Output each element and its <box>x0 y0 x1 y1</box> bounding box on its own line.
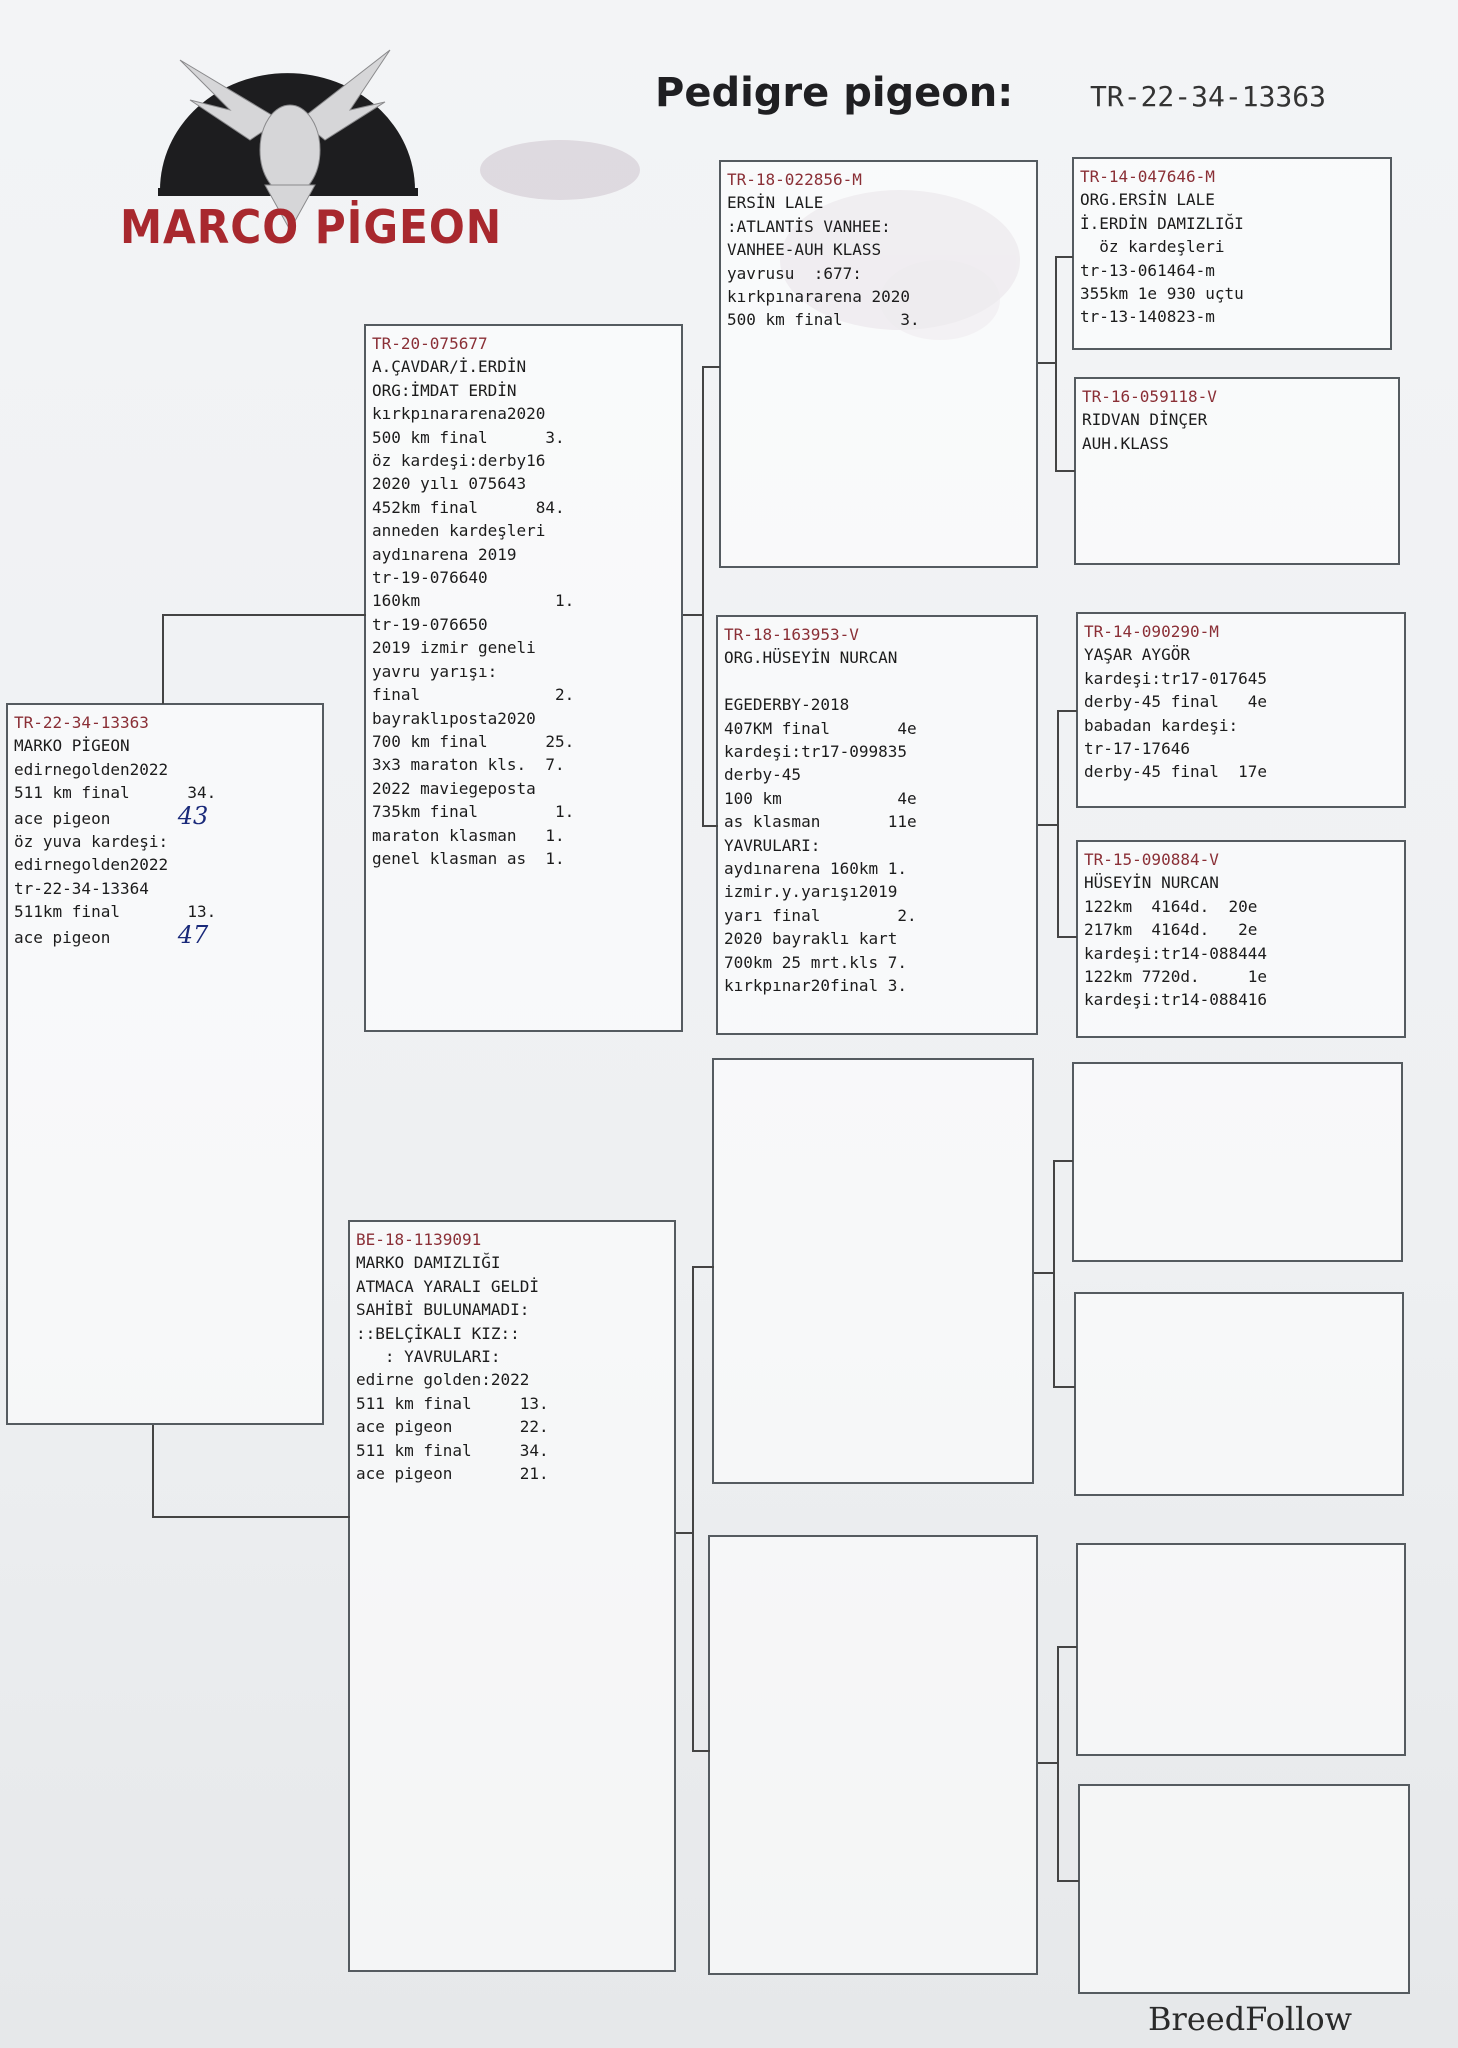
card-line: final 2. <box>372 685 575 705</box>
footer-brand: BreedFollow <box>1148 2000 1353 2038</box>
connector-line <box>1057 1646 1077 1648</box>
card-line: edirne golden:2022 <box>356 1370 530 1390</box>
connector-line <box>1038 824 1058 826</box>
sire-dam-lines <box>724 646 1030 997</box>
card-line: ORG:İMDAT ERDİN <box>372 380 517 400</box>
card-line: kardeşi:tr17-017645 <box>1084 668 1268 688</box>
card-line: derby-45 final 4e <box>1084 692 1268 712</box>
card-line: edirnegolden2022 <box>14 759 169 779</box>
connector-line <box>702 366 720 368</box>
card-line: kardeşi:tr17-099835 <box>724 742 908 762</box>
dam-dam-card-empty <box>708 1535 1038 1975</box>
ggp-card-1 <box>1072 157 1392 350</box>
dam-sire-card-empty <box>712 1058 1034 1484</box>
connector-line <box>1038 1762 1058 1764</box>
card-line: genel klasman as 1. <box>372 848 565 868</box>
connector-line <box>1053 1160 1073 1162</box>
card-line: HÜSEYİN NURCAN <box>1084 873 1219 893</box>
card-line: 511km final 13. <box>14 902 217 922</box>
card-line: 511 km final 34. <box>356 1440 549 1460</box>
card-line: 407KM final 4e <box>724 718 917 738</box>
card-line: 355km 1e 930 uçtu <box>1080 284 1244 304</box>
ggp-card-3 <box>1076 612 1406 808</box>
card-line: 452km final 84. <box>372 497 565 517</box>
connector-line <box>1055 256 1057 472</box>
connector-line <box>702 366 704 826</box>
card-line: as klasman 11e <box>724 812 917 832</box>
connector-line <box>1055 256 1073 258</box>
card-line: 2019 izmir geneli <box>372 638 536 658</box>
card-line: babadan kardeşi: <box>1084 715 1239 735</box>
ring-number: TR-20-075677 <box>372 334 488 353</box>
handwritten-rank: 47 <box>177 920 209 949</box>
card-line: RIDVAN DİNÇER <box>1082 410 1208 430</box>
connector-line <box>692 1266 694 1752</box>
connector-line <box>162 614 164 704</box>
ggp-2-lines <box>1082 408 1392 455</box>
ggp-4-lines <box>1084 871 1398 1011</box>
ggp-card-5-empty <box>1072 1062 1403 1262</box>
connector-line <box>1057 1646 1059 1882</box>
card-line: 500 km final 3. <box>727 310 920 330</box>
card-line: maraton klasman 1. <box>372 825 565 845</box>
card-line <box>724 670 1030 693</box>
card-line: öz kardeşi:derby16 <box>372 451 546 471</box>
card-line: 2020 yılı 075643 <box>372 474 527 494</box>
connector-line <box>152 1516 350 1518</box>
card-line: : YAVRULARI: <box>356 1347 501 1367</box>
sire-sire-lines <box>727 191 1030 331</box>
ggp-3-lines <box>1084 643 1398 783</box>
connector-line <box>692 1266 714 1268</box>
card-line: bayraklıposta2020 <box>372 708 536 728</box>
card-line: yavrusu :677: <box>727 263 862 283</box>
card-line: MARKO PİGEON <box>14 736 130 756</box>
connector-line <box>1034 1272 1054 1274</box>
card-line: öz yuva kardeşi: <box>14 832 169 852</box>
card-line: İ.ERDİN DAMIZLIĞI <box>1080 213 1244 233</box>
ring-number: TR-16-059118-V <box>1082 387 1217 406</box>
card-line: öz kardeşleri <box>1080 237 1225 257</box>
subject-ring-header: TR-22-34-13363 <box>1090 80 1327 113</box>
card-line: 700 km final 25. <box>372 731 575 751</box>
card-line: 700km 25 mrt.kls 7. <box>724 952 908 972</box>
card-line: tr-19-076640 <box>372 568 488 588</box>
card-line: kırkpınar20final 3. <box>724 976 908 996</box>
ring-number: TR-14-047646-M <box>1080 167 1215 186</box>
card-line: A.ÇAVDAR/İ.ERDİN <box>372 357 527 377</box>
card-line: ORG.ERSİN LALE <box>1080 190 1215 210</box>
page-title: Pedigre pigeon: <box>655 70 1014 116</box>
card-line: YAVRULARI: <box>724 835 821 855</box>
card-line: edirnegolden2022 <box>14 855 169 875</box>
card-line: 2022 maviegeposta <box>372 778 536 798</box>
card-line: ::BELÇİKALI KIZ:: <box>356 1323 520 1343</box>
card-line: yavru yarışı: <box>372 661 498 681</box>
card-line: 511 km final 13. <box>356 1393 549 1413</box>
connector-line <box>683 614 703 616</box>
card-line: 217km 4164d. 2e <box>1084 920 1258 940</box>
card-line: ORG.HÜSEYİN NURCAN <box>724 648 898 668</box>
handwritten-rank: 43 <box>177 801 209 830</box>
card-line: SAHİBİ BULUNAMADI: <box>356 1300 530 1320</box>
card-line: ace pigeon 22. <box>356 1417 549 1437</box>
sire-dam-card <box>716 615 1038 1035</box>
connector-line <box>702 825 718 827</box>
card-line: ERSİN LALE <box>727 193 824 213</box>
connector-line <box>1053 1160 1055 1388</box>
card-line: MARKO DAMIZLIĞI <box>356 1253 501 1273</box>
card-line: ace pigeon 47 <box>14 920 209 949</box>
card-line: aydınarena 2019 <box>372 544 517 564</box>
ggp-card-2 <box>1074 377 1400 565</box>
connector-line <box>1057 710 1077 712</box>
card-line: kardeşi:tr14-088444 <box>1084 943 1268 963</box>
card-line: ace pigeon 21. <box>356 1464 549 1484</box>
card-line: ace pigeon 43 <box>14 801 209 830</box>
card-line: 735km final 1. <box>372 802 575 822</box>
connector-line <box>1055 470 1075 472</box>
subject-pigeon-card <box>6 703 324 1425</box>
ring-number: TR-14-090290-M <box>1084 622 1219 641</box>
connector-line <box>152 1425 154 1517</box>
card-line: EGEDERBY-2018 <box>724 695 850 715</box>
card-line: 122km 4164d. 20e <box>1084 896 1258 916</box>
ring-number: BE-18-1139091 <box>356 1230 482 1249</box>
card-line: :ATLANTİS VANHEE: <box>727 216 891 236</box>
ggp-card-8-empty <box>1078 1784 1410 1994</box>
ring-number: TR-18-022856-M <box>727 170 862 189</box>
card-line: izmir.y.yarışı2019 <box>724 882 898 902</box>
card-line: 511 km final 34. <box>14 783 217 803</box>
card-line: tr-17-17646 <box>1084 739 1190 759</box>
ring-number: TR-22-34-13363 <box>14 713 149 732</box>
ggp-card-6-empty <box>1074 1292 1404 1496</box>
card-line: derby-45 final 17e <box>1084 762 1268 782</box>
connector-line <box>1057 1880 1079 1882</box>
dam-lines <box>356 1251 668 1485</box>
brand-name: MARCO PİGEON <box>120 200 503 254</box>
card-line: aydınarena 160km 1. <box>724 859 908 879</box>
connector-line <box>692 1750 710 1752</box>
card-line: tr-19-076650 <box>372 614 488 634</box>
card-line: tr-13-140823-m <box>1080 307 1215 327</box>
connector-line <box>1053 1386 1075 1388</box>
sire-card <box>364 324 683 1032</box>
ggp-card-7-empty <box>1076 1543 1406 1756</box>
card-line: 160km 1. <box>372 591 575 611</box>
card-line: tr-22-34-13364 <box>14 878 149 898</box>
card-line: anneden kardeşleri <box>372 521 546 541</box>
card-line: 122km 7720d. 1e <box>1084 967 1268 987</box>
ggp-1-lines <box>1080 188 1384 328</box>
card-line: 500 km final 3. <box>372 427 565 447</box>
card-line: tr-13-061464-m <box>1080 260 1215 280</box>
sire-sire-card <box>719 160 1038 568</box>
card-line: 2020 bayraklı kart <box>724 929 898 949</box>
ggp-card-4 <box>1076 840 1406 1038</box>
connector-line <box>1057 936 1077 938</box>
card-line: ATMACA YARALI GELDİ <box>356 1276 540 1296</box>
card-line: AUH.KLASS <box>1082 433 1169 453</box>
card-line: 100 km 4e <box>724 788 917 808</box>
connector-line <box>162 614 366 616</box>
ring-number: TR-18-163953-V <box>724 625 859 644</box>
card-line: 3x3 maraton kls. 7. <box>372 755 565 775</box>
card-line: VANHEE-AUH KLASS <box>727 240 882 260</box>
connector-line <box>1038 362 1056 364</box>
card-line: kardeşi:tr14-088416 <box>1084 990 1268 1010</box>
card-line: kırkpınararena 2020 <box>727 287 911 307</box>
sire-lines <box>372 355 675 870</box>
card-line: kırkpınararena2020 <box>372 404 546 424</box>
dam-card <box>348 1220 676 1972</box>
card-line: yarı final 2. <box>724 905 917 925</box>
card-line: derby-45 <box>724 765 802 785</box>
card-line: YAŞAR AYGÖR <box>1084 645 1190 665</box>
connector-line <box>1057 710 1059 938</box>
ring-number: TR-15-090884-V <box>1084 850 1219 869</box>
